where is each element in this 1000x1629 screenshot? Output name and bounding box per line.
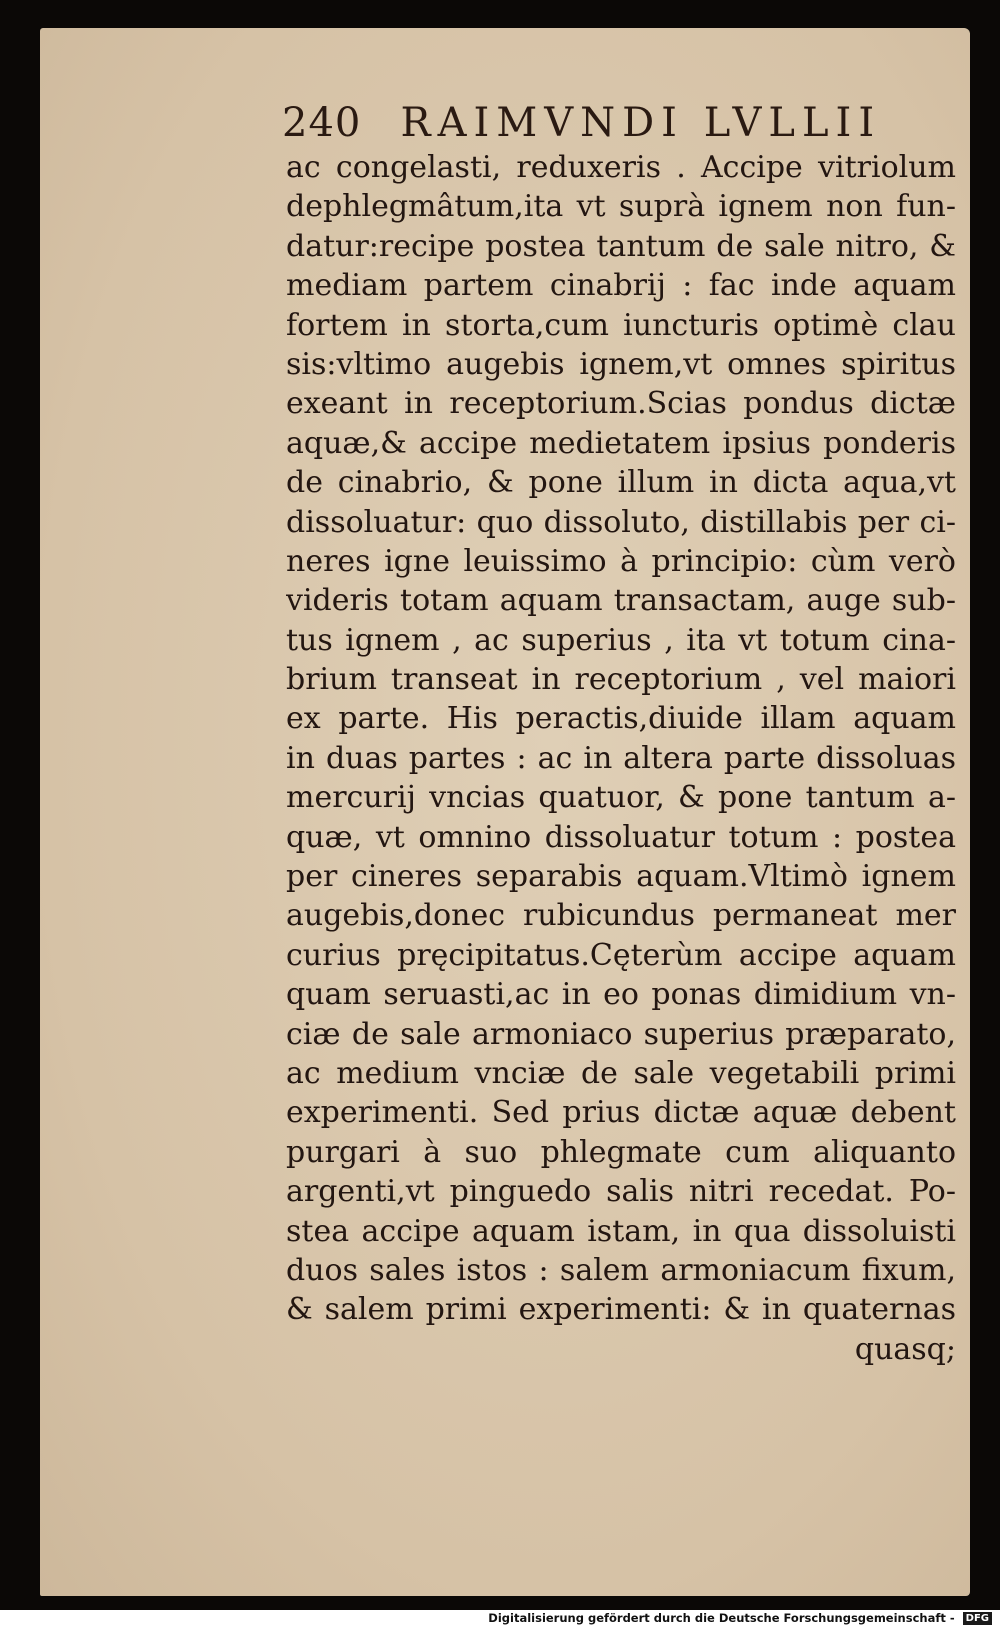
text-line: ac congelasti, reduxeris . Accipe vitriolum bbox=[286, 150, 956, 185]
text-line: dephlegmâtum,ita vt suprà ignem non fun- bbox=[286, 189, 956, 225]
text-line: videris totam aquam transactam, auge sub- bbox=[286, 583, 956, 619]
text-line: exeant in receptorium.Scias pondus dictæ bbox=[286, 386, 956, 422]
text-line: purgari à suo phlegmate cum aliquanto bbox=[286, 1134, 956, 1170]
credit-text: Digitalisierung gefördert durch die Deutsche Forschungsgemeinschaft - bbox=[488, 1611, 955, 1625]
page-number: 240 bbox=[282, 100, 362, 146]
digitization-credit bbox=[488, 1610, 992, 1627]
text-line: mediam partem cinabrij : fac inde aquam bbox=[286, 268, 956, 304]
text-line: aquæ,& accipe medietatem ipsius ponderis bbox=[286, 425, 956, 461]
text-line: de cinabrio, & pone illum in dicta aqua,vt bbox=[286, 465, 956, 501]
running-head: RAIMVNDI LVLLII bbox=[400, 100, 882, 146]
text-block bbox=[286, 148, 956, 1369]
text-line: argenti,vt pinguedo salis nitri recedat. Po- bbox=[286, 1174, 956, 1210]
text-line: tus ignem , ac superius , ita vt totum cina- bbox=[286, 622, 956, 658]
text-line: brium transeat in receptorium , vel maiori bbox=[286, 662, 956, 698]
text-line: fortem in storta,cum iuncturis optimè clau bbox=[286, 307, 956, 343]
text-line: ac medium vnciæ de sale vegetabili primi bbox=[286, 1055, 956, 1091]
text-line: curius pręcipitatus.Cęterùm accipe aquam bbox=[286, 937, 956, 973]
text-line: sis:vltimo augebis ignem,vt omnes spiritus bbox=[286, 346, 956, 382]
text-line: experimenti. Sed prius dictæ aquæ debent bbox=[286, 1095, 956, 1131]
text-line: quam seruasti,ac in eo ponas dimidium vn- bbox=[286, 977, 956, 1013]
text-line: datur:recipe postea tantum de sale nitro, & bbox=[286, 228, 956, 264]
dfg-logo: DFG bbox=[963, 1612, 992, 1625]
text-line: neres igne leuissimo à principio: cùm verò bbox=[286, 543, 956, 579]
text-line: ciæ de sale armoniaco superius præparato, bbox=[286, 1016, 956, 1052]
text-line: dissoluatur: quo dissoluto, distillabis per ci- bbox=[286, 504, 956, 540]
catchword: quasq; bbox=[854, 1331, 956, 1367]
text-line: duos sales istos : salem armoniacum fixum, bbox=[286, 1252, 956, 1288]
text-line: augebis,donec rubicundus permaneat mer bbox=[286, 898, 956, 934]
text-line: in duas partes : ac in altera parte dissoluas bbox=[286, 740, 956, 776]
text-line: mercurij vncias quatuor, & pone tantum a- bbox=[286, 780, 956, 816]
text-line: quæ, vt omnino dissoluatur totum : postea bbox=[286, 819, 956, 855]
text-line: ex parte. His peractis,diuide illam aquam bbox=[286, 701, 956, 737]
page-header bbox=[282, 100, 881, 150]
text-line: stea accipe aquam istam, in qua dissoluisti bbox=[286, 1213, 956, 1249]
text-line: per cineres separabis aquam.Vltimò ignem bbox=[286, 859, 956, 895]
text-line: & salem primi experimenti: & in quaternas bbox=[286, 1292, 956, 1328]
